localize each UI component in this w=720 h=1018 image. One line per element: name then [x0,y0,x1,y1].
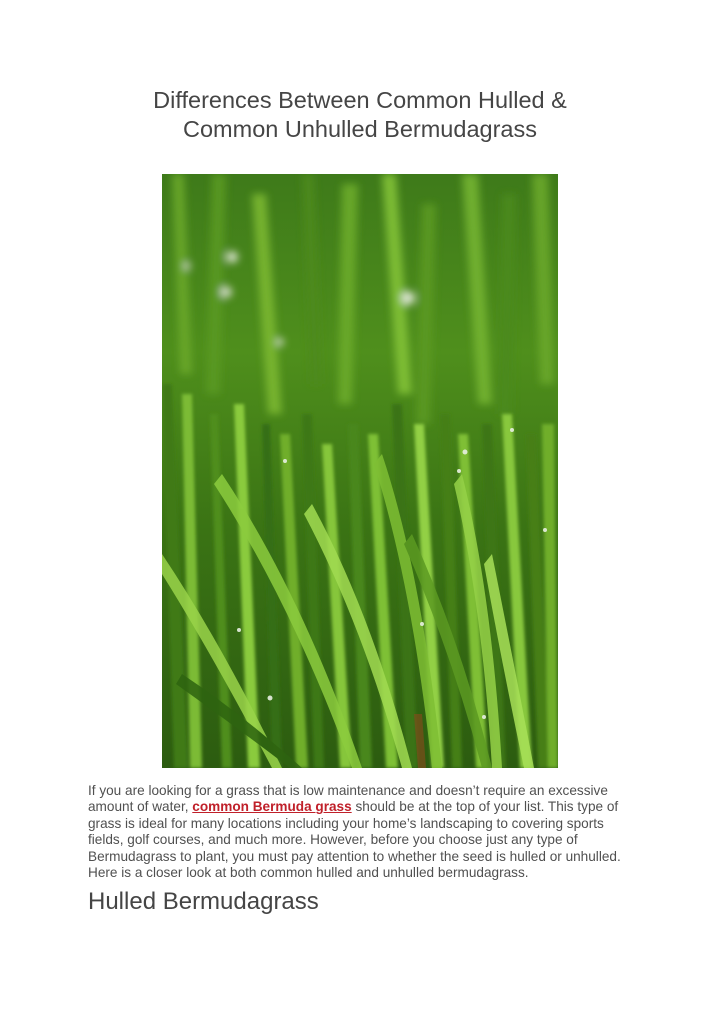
common-bermuda-grass-link[interactable]: common Bermuda grass [192,799,352,815]
title-line-2: Common Unhulled Bermudagrass [183,116,537,142]
intro-line-2-before: amount of water, [88,799,193,815]
intro-line-3: grass is ideal for many locations including your home’s landscaping to covering sports [88,815,604,831]
intro-line-4: fields, golf courses, and much more. However, before you choose just any type of [88,832,578,848]
intro-line-5: Bermudagrass to plant, you must pay attention to whether the seed is hulled or unhulled. [88,848,621,864]
title-line-1: Differences Between Common Hulled & [153,87,567,113]
intro-line-6: Here is a closer look at both common hulled and unhulled bermudagrass. [88,865,529,881]
intro-line-1: If you are looking for a grass that is low maintenance and doesn’t require an excessive [88,783,608,798]
intro-line-2 [88,799,648,815]
page-title [0,86,720,144]
grass-photo [162,174,558,768]
section-heading-hulled: Hulled Bermudagrass [88,888,319,915]
intro-line-2-after: should be at the top of your list. This type of [351,799,619,815]
intro-paragraph [88,783,648,881]
grass-photo-graphic [162,174,558,768]
